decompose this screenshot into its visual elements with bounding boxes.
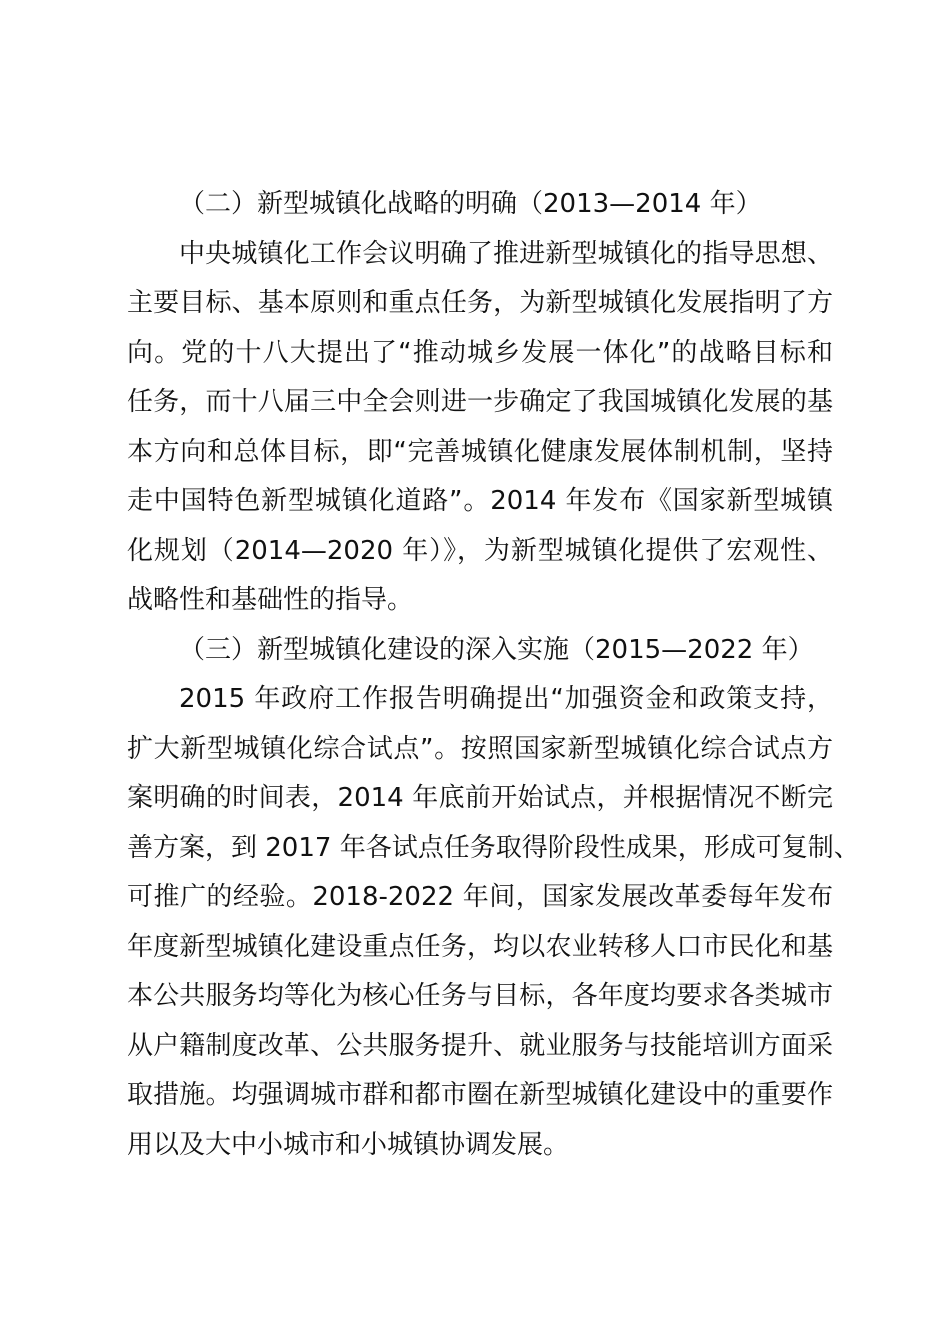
paragraph-line: 中央城镇化工作会议明确了推进新型城镇化的指导思想、 xyxy=(179,238,833,269)
paragraph-line: 2015 年政府工作报告明确提出“加强资金和政策支持， xyxy=(179,684,833,714)
paragraph-line: 化规划（2014—2020 年）》，为新型城镇化提供了宏观性、 xyxy=(127,535,833,566)
paragraph-line: 本公共服务均等化为核心任务与目标，各年度均要求各类城市 xyxy=(127,981,833,1011)
paragraph-line: 向。党的十八大提出了“推动城乡发展一体化”的战略目标和 xyxy=(127,337,833,368)
paragraph-line: 主要目标、基本原则和重点任务，为新型城镇化发展指明了方 xyxy=(127,288,833,318)
paragraph-line: 本方向和总体目标，即“完善城镇化健康发展体制机制，坚持 xyxy=(127,436,833,467)
paragraph-line: 可推广的经验。2018-2022 年间，国家发展改革委每年发布 xyxy=(127,882,833,912)
paragraph-line: 任务，而十八届三中全会则进一步确定了我国城镇化发展的基 xyxy=(127,387,833,417)
paragraph-line: 年度新型城镇化建设重点任务，均以农业转移人口市民化和基 xyxy=(127,931,833,962)
section-3 xyxy=(127,626,860,1171)
paragraph-line: 走中国特色新型城镇化道路”。2014 年发布《国家新型城镇 xyxy=(127,486,833,516)
paragraph-line: 取措施。均强调城市群和都市圈在新型城镇化建设中的重要作 xyxy=(127,1080,833,1110)
paragraph-line: 扩大新型城镇化综合试点”。按照国家新型城镇化综合试点方 xyxy=(127,733,833,764)
paragraph-line: 善方案，到 2017 年各试点任务取得阶段性成果，形成可复制、 xyxy=(127,832,860,863)
paragraph-line: 从户籍制度改革、公共服务提升、就业服务与技能培训方面采 xyxy=(127,1030,833,1061)
paragraph-line: 战略性和基础性的指导。 xyxy=(127,585,414,615)
section-heading: （三）新型城镇化建设的深入实施（2015—2022 年） xyxy=(179,634,814,665)
section-2 xyxy=(127,180,833,626)
paragraph-line: 案明确的时间表，2014 年底前开始试点，并根据情况不断完 xyxy=(127,783,833,813)
section-heading: （二）新型城镇化战略的明确（2013—2014 年） xyxy=(179,189,762,219)
document-body xyxy=(127,180,860,1170)
paragraph-line: 用以及大中小城市和小城镇协调发展。 xyxy=(127,1129,570,1160)
